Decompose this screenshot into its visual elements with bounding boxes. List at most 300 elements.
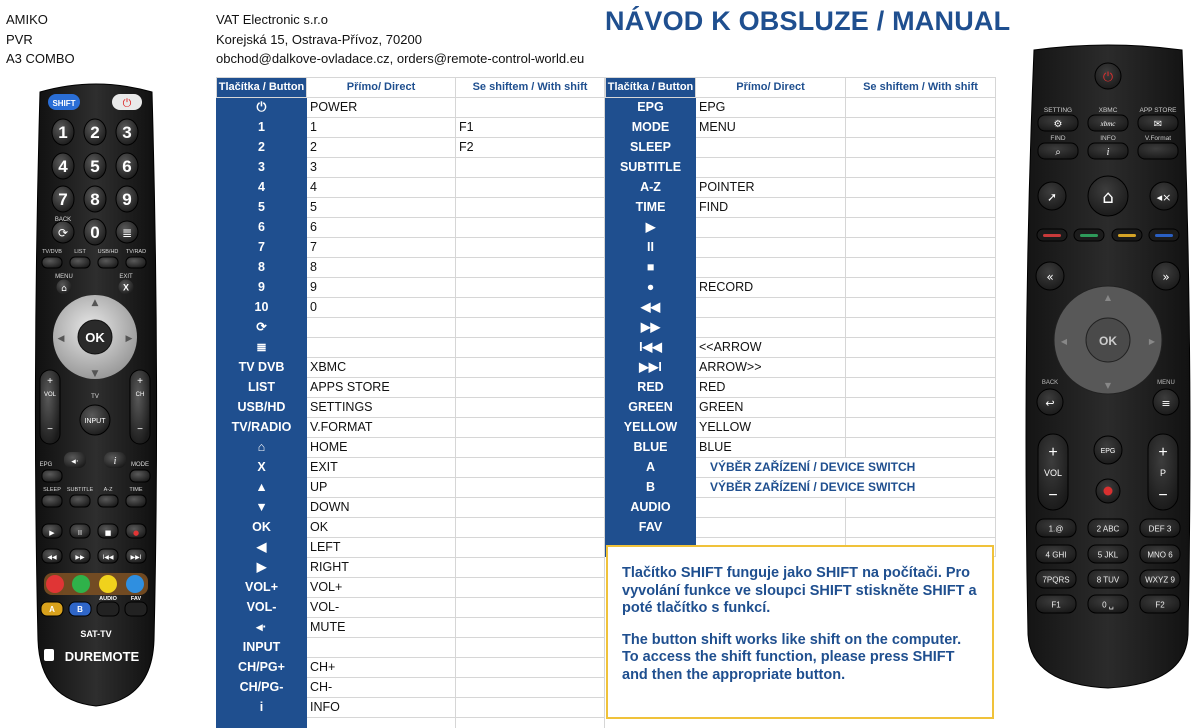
shift-function-cell [846, 118, 996, 138]
transport-icon: I◀◀ [102, 554, 114, 561]
right-arrow-icon: ▶ [125, 334, 133, 344]
table-row [217, 198, 605, 218]
button-name-cell: 3 [217, 158, 307, 178]
button-name-cell: 2 [217, 138, 307, 158]
table-row [217, 578, 605, 598]
shift-function-cell [456, 498, 605, 518]
header-direct: Přímo/ Direct [696, 78, 846, 98]
page-title: NÁVOD K OBSLUZE / MANUAL [605, 6, 1011, 36]
direct-function-cell: MENU [696, 118, 846, 138]
find-icon: ⌕ [1055, 147, 1061, 158]
company-address: Korejská 15, Ostrava-Přívoz, 70200 [216, 31, 422, 47]
button-name-cell: ◀◀ [606, 298, 696, 318]
shift-function-cell [456, 98, 605, 118]
mid-label: INFO [1100, 135, 1116, 142]
shift-function-cell [846, 98, 996, 118]
direct-function-cell: BLUE [696, 438, 846, 458]
svg-text:+: + [137, 376, 143, 387]
shift-function-cell [456, 418, 605, 438]
direct-function-cell: SETTINGS [307, 398, 456, 418]
direct-function-cell: V.FORMAT [307, 418, 456, 438]
ab-label: A [49, 605, 55, 614]
button-name-cell: X [217, 458, 307, 478]
row-label: TV/RAD [125, 249, 147, 255]
company-name: VAT Electronic s.r.o [216, 12, 328, 27]
transport-icon: ■ [104, 529, 112, 537]
back-label: BACK [54, 217, 72, 223]
direct-function-cell [696, 138, 846, 158]
red-bar [1043, 234, 1061, 237]
model-line: AMIKO [6, 12, 48, 27]
direct-function-cell [307, 338, 456, 358]
shift-function-cell [846, 218, 996, 238]
button-name-cell: 10 [217, 298, 307, 318]
shift-function-cell [456, 618, 605, 638]
direct-function-cell: YELLOW [696, 418, 846, 438]
power-icon: ⏻ [122, 96, 132, 110]
button-name-cell: 5 [217, 198, 307, 218]
table-row [217, 698, 605, 718]
top-label: XBMC [1098, 107, 1118, 114]
button-name-cell: SLEEP [606, 138, 696, 158]
direct-function-cell: XBMC [307, 358, 456, 378]
function-key [70, 495, 90, 507]
digit-label: 0 [90, 223, 100, 242]
down-arrow-icon: ▼ [91, 369, 99, 379]
table-row [606, 358, 996, 378]
red-key [46, 575, 64, 593]
shift-function-cell [846, 418, 996, 438]
button-name-cell: ▲ [217, 478, 307, 498]
direct-function-cell: GREEN [696, 398, 846, 418]
svg-text:EPG: EPG [1100, 448, 1116, 455]
ok-label: OK [85, 330, 105, 345]
header-button: Tlačítka / Button [606, 78, 696, 98]
button-name-cell: ⏻ [217, 98, 307, 118]
top-label: APP STORE [1139, 107, 1177, 114]
svg-text:−: − [137, 424, 143, 435]
svg-text:➚: ➚ [1046, 190, 1058, 204]
direct-function-cell [696, 258, 846, 278]
company-email: obchod@dalkove-ovladace.cz, orders@remote-control-world.eu [216, 51, 585, 66]
table-row [217, 398, 605, 418]
shift-function-cell [456, 218, 605, 238]
number-key-label: 2 ABC [1096, 524, 1120, 534]
app-store-icon: ✉ [1153, 119, 1163, 130]
table-row [606, 258, 996, 278]
button-name-cell: I◀◀ [606, 338, 696, 358]
direct-function-cell: 3 [307, 158, 456, 178]
svg-text:≡: ≡ [1161, 397, 1171, 410]
function-label: TIME [129, 487, 143, 493]
table-row [217, 458, 605, 478]
table-row [217, 218, 605, 238]
left-arrow-icon: ◀ [57, 334, 65, 344]
model-info [6, 10, 75, 69]
shift-note [606, 545, 994, 719]
number-key-label: 8 TUV [1096, 575, 1120, 585]
function-label: A-Z [103, 487, 113, 493]
table-row [606, 98, 996, 118]
direct-function-cell [696, 158, 846, 178]
svg-text:P: P [1159, 468, 1167, 478]
svg-text:⌂: ⌂ [61, 284, 67, 294]
tv-label: TV [91, 394, 99, 400]
table-row [606, 298, 996, 318]
shift-function-cell [456, 258, 605, 278]
direct-function-cell: CH- [307, 678, 456, 698]
table-row [606, 198, 996, 218]
row-label: TV/DVB [42, 249, 62, 255]
table-row [606, 458, 996, 478]
number-key-label: F2 [1155, 600, 1165, 610]
shift-function-cell [846, 498, 996, 518]
button-name-cell: ⌂ [217, 438, 307, 458]
header-direct: Přímo/ Direct [307, 78, 456, 98]
digit-label: 1 [58, 123, 68, 142]
device-switch-cell: VÝBĚR ZAŘÍZENÍ / DEVICE SWITCH [696, 478, 996, 498]
button-name-cell: ≣ [217, 338, 307, 358]
header-shift: Se shiftem / With shift [456, 78, 605, 98]
digit-label: 8 [90, 190, 100, 209]
button-name-cell: OK [217, 518, 307, 538]
button-name-cell: II [606, 238, 696, 258]
table-row [217, 378, 605, 398]
table-row [217, 678, 605, 698]
table-row [606, 158, 996, 178]
table-row [217, 318, 605, 338]
function-key [1138, 143, 1178, 159]
green-bar [1080, 234, 1098, 237]
direct-function-cell: 0 [307, 298, 456, 318]
table-row [217, 558, 605, 578]
number-key-label: MNO 6 [1147, 550, 1173, 560]
shift-function-cell [456, 378, 605, 398]
small-key [126, 257, 146, 268]
table-row [217, 418, 605, 438]
direct-function-cell [307, 718, 456, 728]
shift-function-cell [456, 698, 605, 718]
table-row [217, 498, 605, 518]
direct-function-cell: EPG [696, 98, 846, 118]
number-key-label: WXYZ 9 [1145, 575, 1175, 585]
svg-text:◂·: ◂· [71, 457, 79, 467]
company-info [216, 10, 584, 69]
top-label: SETTING [1043, 107, 1073, 114]
exit-label: EXIT [119, 274, 133, 280]
ab-label: FAV [130, 596, 142, 602]
svg-text:CH: CH [135, 392, 145, 398]
button-name-cell: TIME [606, 198, 696, 218]
svg-text:VOL: VOL [43, 392, 57, 398]
table-row [217, 618, 605, 638]
button-name-cell: A [606, 458, 696, 478]
shift-function-cell [456, 318, 605, 338]
shift-function-cell [846, 238, 996, 258]
number-key-label: 7PQRS [1042, 575, 1070, 585]
direct-function-cell: <<ARROW [696, 338, 846, 358]
shift-function-cell [456, 598, 605, 618]
table-row [217, 638, 605, 658]
svg-text:BACK: BACK [1041, 380, 1059, 386]
transport-icon: ▶▶ [75, 554, 85, 561]
direct-function-cell: 8 [307, 258, 456, 278]
model-line: PVR [6, 31, 33, 47]
direct-function-cell [307, 318, 456, 338]
table-header-row [606, 78, 996, 98]
button-name-cell: ● [606, 278, 696, 298]
table-row [217, 358, 605, 378]
green-key [72, 575, 90, 593]
button-name-cell: VOL- [217, 598, 307, 618]
table-row [606, 378, 996, 398]
digit-label: 2 [90, 123, 100, 142]
button-name-cell: 1 [217, 118, 307, 138]
shift-function-cell [456, 238, 605, 258]
svg-text:+: + [1048, 444, 1058, 461]
button-name-cell: INPUT [217, 638, 307, 658]
xbmc-logo: xbmc [1100, 120, 1116, 128]
table-header-row [217, 78, 605, 98]
ab-key [125, 602, 147, 616]
button-name-cell [217, 718, 307, 728]
direct-function-cell: 4 [307, 178, 456, 198]
shift-function-cell [456, 358, 605, 378]
svg-text:MODE: MODE [131, 462, 149, 468]
shift-function-cell [846, 298, 996, 318]
sat-tv-label: SAT-TV [80, 629, 112, 639]
shift-function-cell [456, 638, 605, 658]
direct-function-cell [696, 218, 846, 238]
svg-text:«: « [1046, 270, 1054, 284]
direct-function-cell: VOL+ [307, 578, 456, 598]
direct-function-cell: APPS STORE [307, 378, 456, 398]
button-name-cell: i [217, 698, 307, 718]
button-name-cell: ◂· [217, 618, 307, 638]
right-mapping-table [605, 77, 996, 557]
button-name-cell: CH/PG+ [217, 658, 307, 678]
down-arrow-icon: ▼ [1104, 381, 1112, 390]
shift-function-cell [456, 478, 605, 498]
table-row [606, 118, 996, 138]
digit-label: 3 [122, 123, 132, 142]
settings-icon: ⚙ [1053, 119, 1063, 130]
button-name-cell: BLUE [606, 438, 696, 458]
small-key [70, 257, 90, 268]
button-name-cell: 4 [217, 178, 307, 198]
direct-function-cell: POINTER [696, 178, 846, 198]
svg-text:EPG: EPG [39, 462, 53, 468]
shift-function-cell [846, 138, 996, 158]
small-key [42, 257, 62, 268]
digit-label: 7 [58, 190, 68, 209]
transport-icon: ▶▶I [130, 554, 142, 561]
button-name-cell: YELLOW [606, 418, 696, 438]
button-name-cell: MODE [606, 118, 696, 138]
number-key-label: F1 [1051, 600, 1061, 610]
svg-text:VOL: VOL [1043, 468, 1063, 478]
table-row [217, 518, 605, 538]
button-name-cell: LIST [217, 378, 307, 398]
button-name-cell: ▶▶ [606, 318, 696, 338]
function-label: SUBTITLE [66, 487, 94, 493]
digit-label: 5 [90, 157, 100, 176]
direct-function-cell: INFO [307, 698, 456, 718]
button-name-cell: ▶▶I [606, 358, 696, 378]
direct-function-cell: ARROW>> [696, 358, 846, 378]
button-name-cell: EPG [606, 98, 696, 118]
button-name-cell: CH/PG- [217, 678, 307, 698]
header-button: Tlačítka / Button [217, 78, 307, 98]
function-label: SLEEP [43, 487, 61, 493]
shift-function-cell [456, 398, 605, 418]
direct-function-cell: 5 [307, 198, 456, 218]
table-row [217, 98, 605, 118]
shift-function-cell [456, 338, 605, 358]
shift-function-cell [846, 178, 996, 198]
yellow-key [99, 575, 117, 593]
shift-function-cell [456, 198, 605, 218]
table-row [606, 518, 996, 538]
svg-text:+: + [1158, 444, 1168, 461]
left-arrow-icon: ◀ [1060, 337, 1068, 346]
direct-function-cell [696, 318, 846, 338]
table-row [217, 438, 605, 458]
button-name-cell: A-Z [606, 178, 696, 198]
shift-note-en: The button shift works like shift on the computer. To access the shift function, please press SHIFT and then the appropriate button. [622, 631, 962, 683]
direct-function-cell: 2 [307, 138, 456, 158]
button-name-cell: B [606, 478, 696, 498]
direct-function-cell: RED [696, 378, 846, 398]
table-row [217, 658, 605, 678]
digit-label: 6 [122, 157, 132, 176]
small-key [98, 257, 118, 268]
shift-function-cell [846, 338, 996, 358]
svg-text:X: X [122, 282, 130, 293]
number-key-label: 4 GHI [1045, 550, 1067, 560]
button-name-cell: SUBTITLE [606, 158, 696, 178]
number-key-label: DEF 3 [1148, 524, 1172, 534]
table-row [606, 278, 996, 298]
up-arrow-icon: ▲ [1104, 293, 1112, 302]
right-remote-image [1020, 44, 1196, 690]
menu-label: MENU [55, 274, 73, 280]
button-name-cell: 8 [217, 258, 307, 278]
transport-icon: ◀◀ [47, 554, 57, 561]
svg-text:◂×: ◂× [1156, 191, 1172, 204]
right-arrow-icon: ▶ [1148, 337, 1156, 346]
table-row [606, 438, 996, 458]
list-icon: ≣ [121, 226, 133, 240]
shift-function-cell: F2 [456, 138, 605, 158]
button-name-cell: GREEN [606, 398, 696, 418]
shift-function-cell [456, 658, 605, 678]
table-row [217, 538, 605, 558]
table-row [217, 278, 605, 298]
mid-label: FIND [1050, 135, 1066, 142]
yellow-bar [1118, 234, 1136, 237]
blue-bar [1155, 234, 1173, 237]
table-row [606, 418, 996, 438]
ab-label: AUDIO [99, 596, 117, 602]
direct-function-cell: CH+ [307, 658, 456, 678]
shift-function-cell [456, 458, 605, 478]
shift-function-cell [456, 718, 605, 728]
ok-label: OK [1099, 334, 1117, 348]
direct-function-cell [307, 638, 456, 658]
direct-function-cell: HOME [307, 438, 456, 458]
direct-function-cell: 9 [307, 278, 456, 298]
direct-function-cell: 7 [307, 238, 456, 258]
svg-text:MENU: MENU [1157, 380, 1175, 386]
function-key [42, 495, 62, 507]
shift-function-cell [456, 538, 605, 558]
table-row [217, 238, 605, 258]
shift-function-cell [456, 438, 605, 458]
row-label: USB/HD [97, 249, 119, 255]
direct-function-cell: VOL- [307, 598, 456, 618]
svg-text:i: i [113, 456, 117, 467]
svg-text:⏻: ⏻ [1102, 70, 1114, 85]
button-name-cell: 6 [217, 218, 307, 238]
direct-function-cell [696, 518, 846, 538]
svg-text:»: » [1162, 270, 1170, 284]
direct-function-cell: UP [307, 478, 456, 498]
function-key [126, 495, 146, 507]
shift-function-cell [456, 558, 605, 578]
small-key [42, 470, 62, 482]
button-name-cell: ⟳ [217, 318, 307, 338]
shift-function-cell: F1 [456, 118, 605, 138]
back-icon: ⟳ [57, 226, 69, 240]
info-icon: i [1106, 147, 1110, 158]
direct-function-cell: LEFT [307, 538, 456, 558]
button-name-cell: ◀ [217, 538, 307, 558]
small-key [130, 470, 150, 482]
table-row [217, 598, 605, 618]
shift-function-cell [456, 678, 605, 698]
button-name-cell: FAV [606, 518, 696, 538]
direct-function-cell: 1 [307, 118, 456, 138]
svg-text:−: − [47, 424, 53, 435]
shift-function-cell [456, 278, 605, 298]
svg-text:⌂: ⌂ [1102, 187, 1114, 208]
shift-function-cell [456, 178, 605, 198]
button-name-cell: 7 [217, 238, 307, 258]
shift-function-cell [846, 518, 996, 538]
digit-label: 9 [122, 190, 132, 209]
direct-function-cell [696, 298, 846, 318]
svg-text:−: − [1158, 487, 1168, 504]
mid-label: V.Format [1144, 135, 1172, 142]
shift-function-cell [846, 318, 996, 338]
table-row [606, 138, 996, 158]
up-arrow-icon: ▲ [91, 298, 99, 308]
table-row [606, 218, 996, 238]
direct-function-cell [696, 238, 846, 258]
device-switch-cell: VÝBĚR ZAŘÍZENÍ / DEVICE SWITCH [696, 458, 996, 478]
direct-function-cell: RECORD [696, 278, 846, 298]
header-shift: Se shiftem / With shift [846, 78, 996, 98]
shift-function-cell [456, 298, 605, 318]
input-label: INPUT [84, 418, 106, 425]
shift-function-cell [846, 358, 996, 378]
button-name-cell: ■ [606, 258, 696, 278]
button-name-cell: VOL+ [217, 578, 307, 598]
transport-icon: ● [132, 529, 140, 537]
shift-label: SHIFT [52, 99, 76, 108]
ab-label: B [77, 605, 83, 614]
